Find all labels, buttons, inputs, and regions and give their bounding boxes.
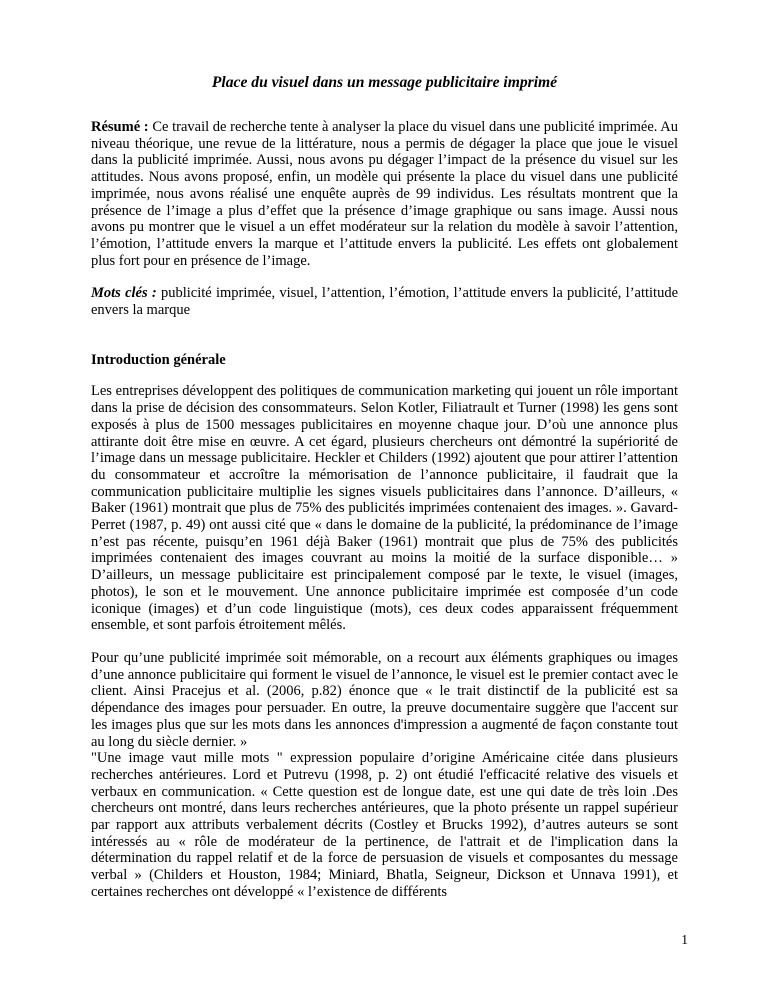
page-number: 1 <box>681 931 688 947</box>
keywords-label: Mots clés : <box>91 285 157 302</box>
keywords-paragraph <box>91 285 678 318</box>
keywords-text: publicité imprimée, visuel, l’attention, l’émotion, l’attitude envers la publicité, l’attitude envers la marque <box>91 285 679 319</box>
introduction-paragraph-2: Pour qu’une publicité imprimée soit mémorable, on a recourt aux éléments graphiques ou images d’une annonce publicitaire qui forment le visuel de l’annonce, le visuel est le premier contact avec le client. Ainsi Pracejus et al. (2006, p.82) énonce que « le trait distinctif de la publicité est sa dépendance des images pour persuader. En outre, la preuve documentaire suggère que l'accent sur les images plus que sur les mots dans les annonces d'impression a augmenté de façon constante tout au long du siècle dernier. » <box>91 649 678 750</box>
abstract-text: Ce travail de recherche tente à analyser la place du visuel dans une publicité imprimée. Au niveau théorique, une revue de la littérature, nous a permis de dégager la place que joue le visuel dans la publicité imprimée. Aussi, nous avons pu dégager l’impact de la présence du visuel sur les attitudes. Nous avons proposé, enfin, un modèle qui présente la place du visuel dans une publicité imprimée, nous avons réalisé une enquête auprès de 99 individus. Les résultats montrent que la présence de l’image a plus d’effet que la présence d’image graphique ou sans image. Aussi nous avons pu montrer que le visuel a un effet modérateur sur la relation du modèle à savoir l’attention, l’émotion, l’attitude envers la marque et l’attitude envers la publicité. Les effets ont globalement plus fort pour en présence de l’image. <box>91 119 678 269</box>
introduction-paragraph-3: "Une image vaut mille mots " expression populaire d’origine Américaine citée dans plusieurs recherches antérieures. Lord et Putrevu (1998, p. 2) ont étudié l'efficacité relative des visuels et verbaux en communication. « Cette question est de longue date, est une qui date de très loin .Des chercheurs ont montré, dans leurs recherches antérieures, que la photo présente un rappel supérieur par rapport aux attributs verbalement décrits (Costley et Brucks 1992), d’autres auteurs se sont intéressés au « rôle de modérateur de la pertinence, de l'attrait et de l'implication dans la détermination du rappel relatif et de la force de persuasion de visuels et composantes du message verbal » (Childers et Houston, 1984; Miniard, Bhatla, Seigneur, Dickson et Unnava 1991), et certaines recherches ont développé « l’existence de différents <box>91 750 678 900</box>
section-heading-introduction: Introduction générale <box>91 351 226 368</box>
abstract-label: Résumé : <box>91 119 149 135</box>
abstract-paragraph <box>91 119 678 269</box>
paper-title: Place du visuel dans un message publicitaire imprimé <box>211 74 558 91</box>
introduction-paragraph-1: Les entreprises développent des politiques de communication marketing qui jouent un rôle important dans la prise de décision des consommateurs. Selon Kotler, Filiatrault et Turner (1998) les gens sont exposés à plus de 1500 messages publicitaires en moyenne chaque jour. D’où une annonce plus attirante doit être mise en œuvre. A cet égard, plusieurs chercheurs ont démontré la supériorité de l’image dans un message publicitaire. Heckler et Childers (1992) ajoutent que pour attirer l’attention du consommateur et accroître la mémorisation de l’annonce publicitaire, il faudrait que la communication publicitaire multiplie les signes visuels publicitaires dans l’annonce. D’ailleurs, « Baker (1961) montrait que plus de 75% des publicités imprimées contenaient des images. ». Gavard-Perret (1987, p. 49) ont aussi cité que « dans le domaine de la publicité, la prédominance de l’image n’est pas récente, puisqu’en 1961 déjà Baker (1961) montrait que plus de 75% des publicités imprimées contenaient des images couvrant au moins la moitié de la surface disponible… » D’ailleurs, un message publicitaire est principalement composé par le texte, le visuel (images, photos), le son et le mouvement. Une annonce publicitaire imprimée est composée d’un code iconique (images) et d’un code linguistique (mots), ces deux codes apparaissent fréquemment ensemble, et sont parfois étroitement mêlés. <box>91 383 678 634</box>
